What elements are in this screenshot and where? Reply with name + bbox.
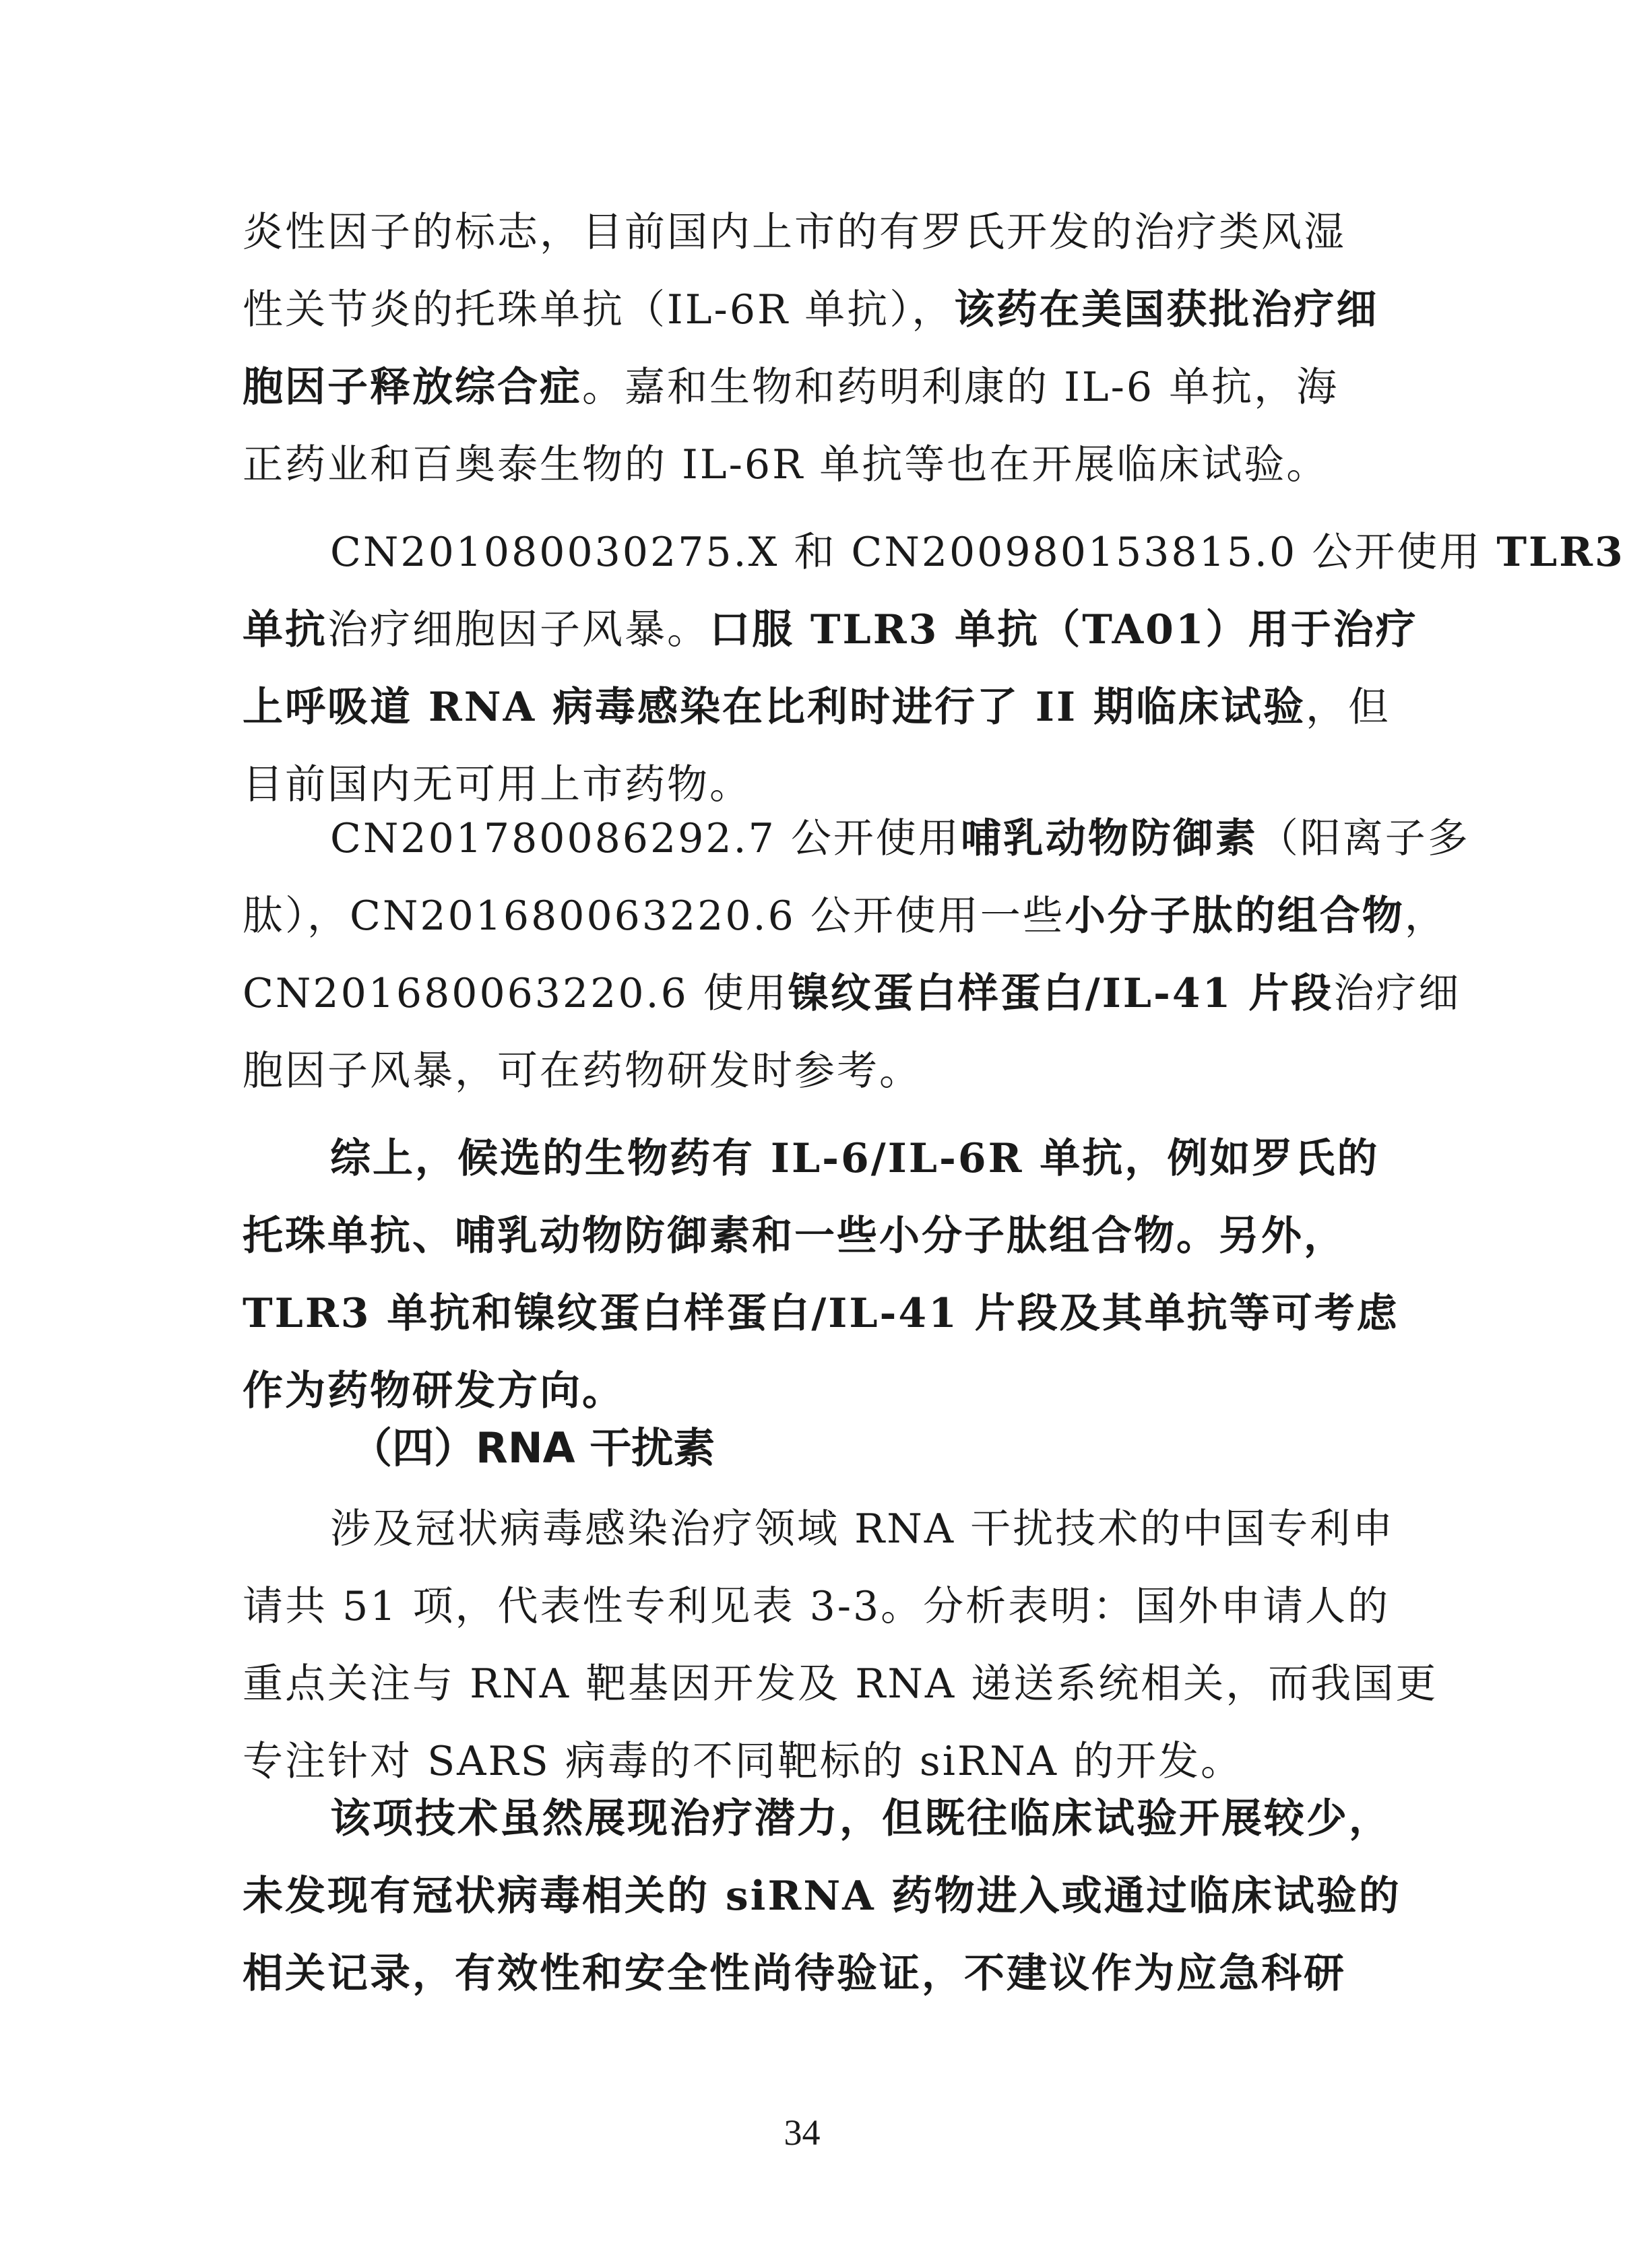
text-line — [243, 424, 1361, 505]
text-line — [243, 347, 1361, 428]
text-run: CN201780086292.7 公开使用 — [330, 815, 961, 862]
text-line — [330, 1778, 1391, 1859]
page-number: 34 — [784, 2112, 821, 2153]
text-run: 专注针对 SARS 病毒的不同靶标的 siRNA 的开发。 — [243, 1738, 1243, 1785]
text-run: 性关节炎的托珠单抗（IL-6R 单抗）， — [243, 286, 955, 333]
text-line — [243, 876, 1447, 957]
text-line — [243, 1644, 1438, 1724]
text-run: 胞因子风暴，可在药物研发时参考。 — [243, 1047, 922, 1095]
text-line — [243, 1273, 1399, 1354]
text-line — [243, 192, 1361, 273]
bold-text-run: 托珠单抗、哺乳动物防御素和一些小分子肽组合物。另外， — [243, 1212, 1346, 1260]
bold-text-run: 胞因子释放综合症 — [243, 364, 582, 411]
bold-text-run: 上呼吸道 RNA 病毒感染在比利时进行了 II 期临床试验 — [243, 684, 1306, 731]
text-run: CN201680063220.6 使用 — [243, 970, 788, 1017]
text-run: 治疗细胞因子风暴。 — [327, 606, 709, 653]
bold-text-run: 作为药物研发方向。 — [243, 1367, 625, 1415]
text-line — [243, 589, 1418, 670]
text-run: ， — [1404, 893, 1447, 940]
text-run: 治疗细 — [1333, 970, 1461, 1017]
bold-text-run: 未发现有冠状病毒相关的 siRNA 药物进入或通过临床试验的 — [243, 1873, 1401, 1920]
text-run: 重点关注与 RNA 靶基因开发及 RNA 递送系统相关，而我国更 — [243, 1660, 1438, 1708]
text-line — [243, 1933, 1361, 2014]
text-line — [243, 953, 1461, 1034]
text-run: （阳离子多 — [1257, 815, 1470, 862]
text-run: 请共 51 项，代表性专利见表 3-3。分析表明：国外申请人的 — [243, 1583, 1391, 1630]
text-line — [243, 269, 1379, 350]
text-run: 涉及冠状病毒感染治疗领域 RNA 干扰技术的中国专利申 — [330, 1505, 1395, 1553]
text-line — [330, 512, 1625, 593]
text-run: 正药业和百奥泰生物的 IL-6R 单抗等也在开展临床试验。 — [243, 441, 1329, 488]
bold-text-run: TLR3 单抗和镍纹蛋白样蛋白/IL-41 片段及其单抗等可考虑 — [243, 1290, 1399, 1337]
text-run: 。嘉和生物和药明利康的 IL-6 单抗，海 — [582, 364, 1339, 411]
bold-text-run: 相关记录，有效性和安全性尚待验证，不建议作为应急科研 — [243, 1950, 1346, 1997]
bold-text-run: TLR3 — [1496, 529, 1625, 576]
bold-text-run: 小分子肽的组合物 — [1064, 893, 1405, 940]
section-heading: （四）RNA 干扰素 — [350, 1423, 715, 1472]
text-line — [330, 1489, 1395, 1569]
text-line — [243, 1031, 1361, 1111]
text-line — [330, 798, 1470, 879]
text-run: ，但 — [1305, 684, 1391, 731]
text-run: 炎性因子的标志，目前国内上市的有罗氏开发的治疗类风湿 — [243, 209, 1346, 256]
text-line — [243, 667, 1391, 748]
bold-text-run: 口服 TLR3 单抗（TA01）用于治疗 — [709, 606, 1418, 653]
text-run: 肽），CN201680063220.6 公开使用一些 — [243, 893, 1065, 940]
bold-text-run: 哺乳动物防御素 — [960, 815, 1258, 862]
bold-text-run: 该项技术虽然展现治疗潜力，但既往临床试验开展较少， — [330, 1795, 1391, 1842]
text-line — [330, 1118, 1380, 1199]
bold-text-run: 综上，候选的生物药有 IL-6/IL-6R 单抗，例如罗氏的 — [330, 1135, 1380, 1182]
text-run: 目前国内无可用上市药物。 — [243, 761, 752, 808]
text-line — [243, 1196, 1361, 1276]
text-run: CN201080030275.X 和 CN200980153815.0 公开使用 — [330, 529, 1497, 576]
bold-text-run: 单抗 — [243, 606, 327, 653]
bold-text-run: 镍纹蛋白样蛋白/IL-41 片段 — [788, 970, 1334, 1017]
bold-text-run: 该药在美国获批治疗细 — [954, 286, 1379, 333]
text-line — [243, 1856, 1401, 1937]
text-line — [243, 1566, 1391, 1647]
